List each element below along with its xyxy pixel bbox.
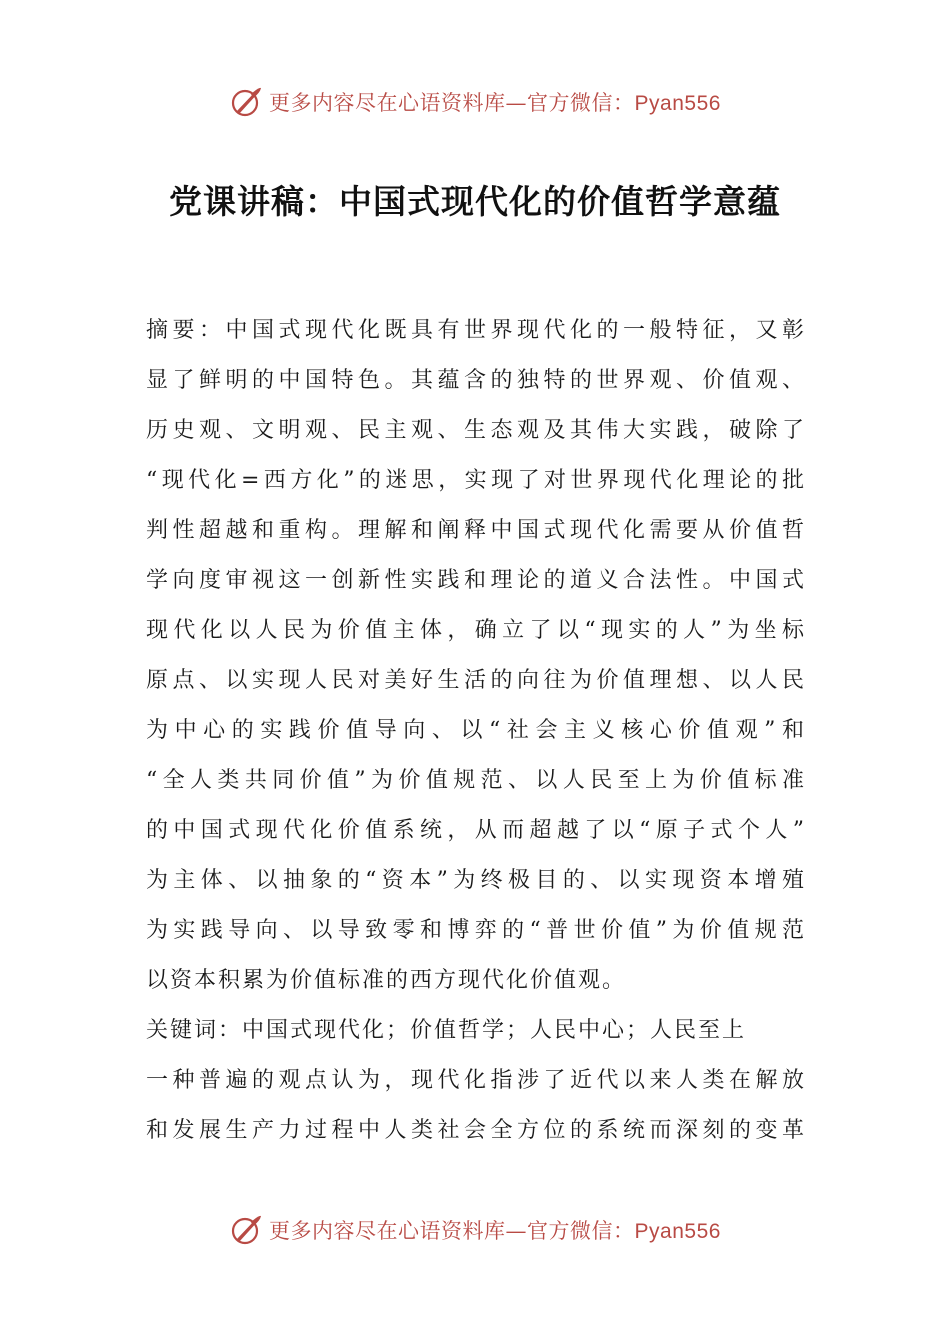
header-watermark-cn: 更多内容尽在心语资料库—官方微信： [269,91,635,115]
body-line: 以资本积累为价值标准的西方现代化价值观。 [146,968,627,993]
body-line: “现代化=西方化”的迷思，实现了对世界现代化理论的批 [146,468,806,493]
page-title: 党课讲稿：中国式现代化的价值哲学意蕴 [169,182,781,221]
body-line: 显了鲜明的中国特色。其蕴含的独特的世界观、价值观、 [146,368,806,393]
header-watermark [0,82,950,122]
header-watermark-id: Pyan556 [634,92,721,115]
body-line: 为主体、以抽象的“资本”为终极目的、以实现资本增殖 [146,868,806,893]
footer-watermark-id: Pyan556 [634,1220,721,1243]
footer-watermark-cn: 更多内容尽在心语资料库—官方微信： [269,1219,635,1243]
body-line: 为实践导向、以导致零和博弈的“普世价值”为价值规范 [146,918,806,943]
body-line: 学向度审视这一创新性实践和理论的道义合法性。中国式 [146,568,806,593]
body-line: 原点、以实现人民对美好生活的向往为价值理想、以人民 [146,668,806,693]
body-line: 历史观、文明观、民主观、生态观及其伟大实践，破除了 [146,418,806,443]
body-line: 的中国式现代化价值系统，从而超越了以“原子式个人” [146,818,806,843]
body-line: 摘要：中国式现代化既具有世界现代化的一般特征，又彰 [146,318,806,343]
body-line: 为中心的实践价值导向、以“社会主义核心价值观”和 [146,718,806,743]
quill-pen-logo-icon [229,85,263,119]
body-line: 一种普遍的观点认为，现代化指涉了近代以来人类在解放 [146,1068,806,1093]
keywords-line: 关键词：中国式现代化；价值哲学；人民中心；人民至上 [146,1018,747,1043]
body-line: “全人类共同价值”为价值规范、以人民至上为价值标准 [146,768,806,793]
header-watermark-inner [229,85,721,119]
quill-pen-logo-icon [229,1213,263,1247]
body-line: 和发展生产力过程中人类社会全方位的系统而深刻的变革 [146,1118,806,1143]
body-line: 判性超越和重构。理解和阐释中国式现代化需要从价值哲 [146,518,806,543]
footer-watermark-inner [229,1213,721,1247]
document-body [146,306,806,1156]
body-line: 现代化以人民为价值主体，确立了以“现实的人”为坐标 [146,618,806,643]
footer-watermark-text [269,1215,721,1245]
header-watermark-text [269,87,721,117]
footer-watermark [0,1210,950,1250]
